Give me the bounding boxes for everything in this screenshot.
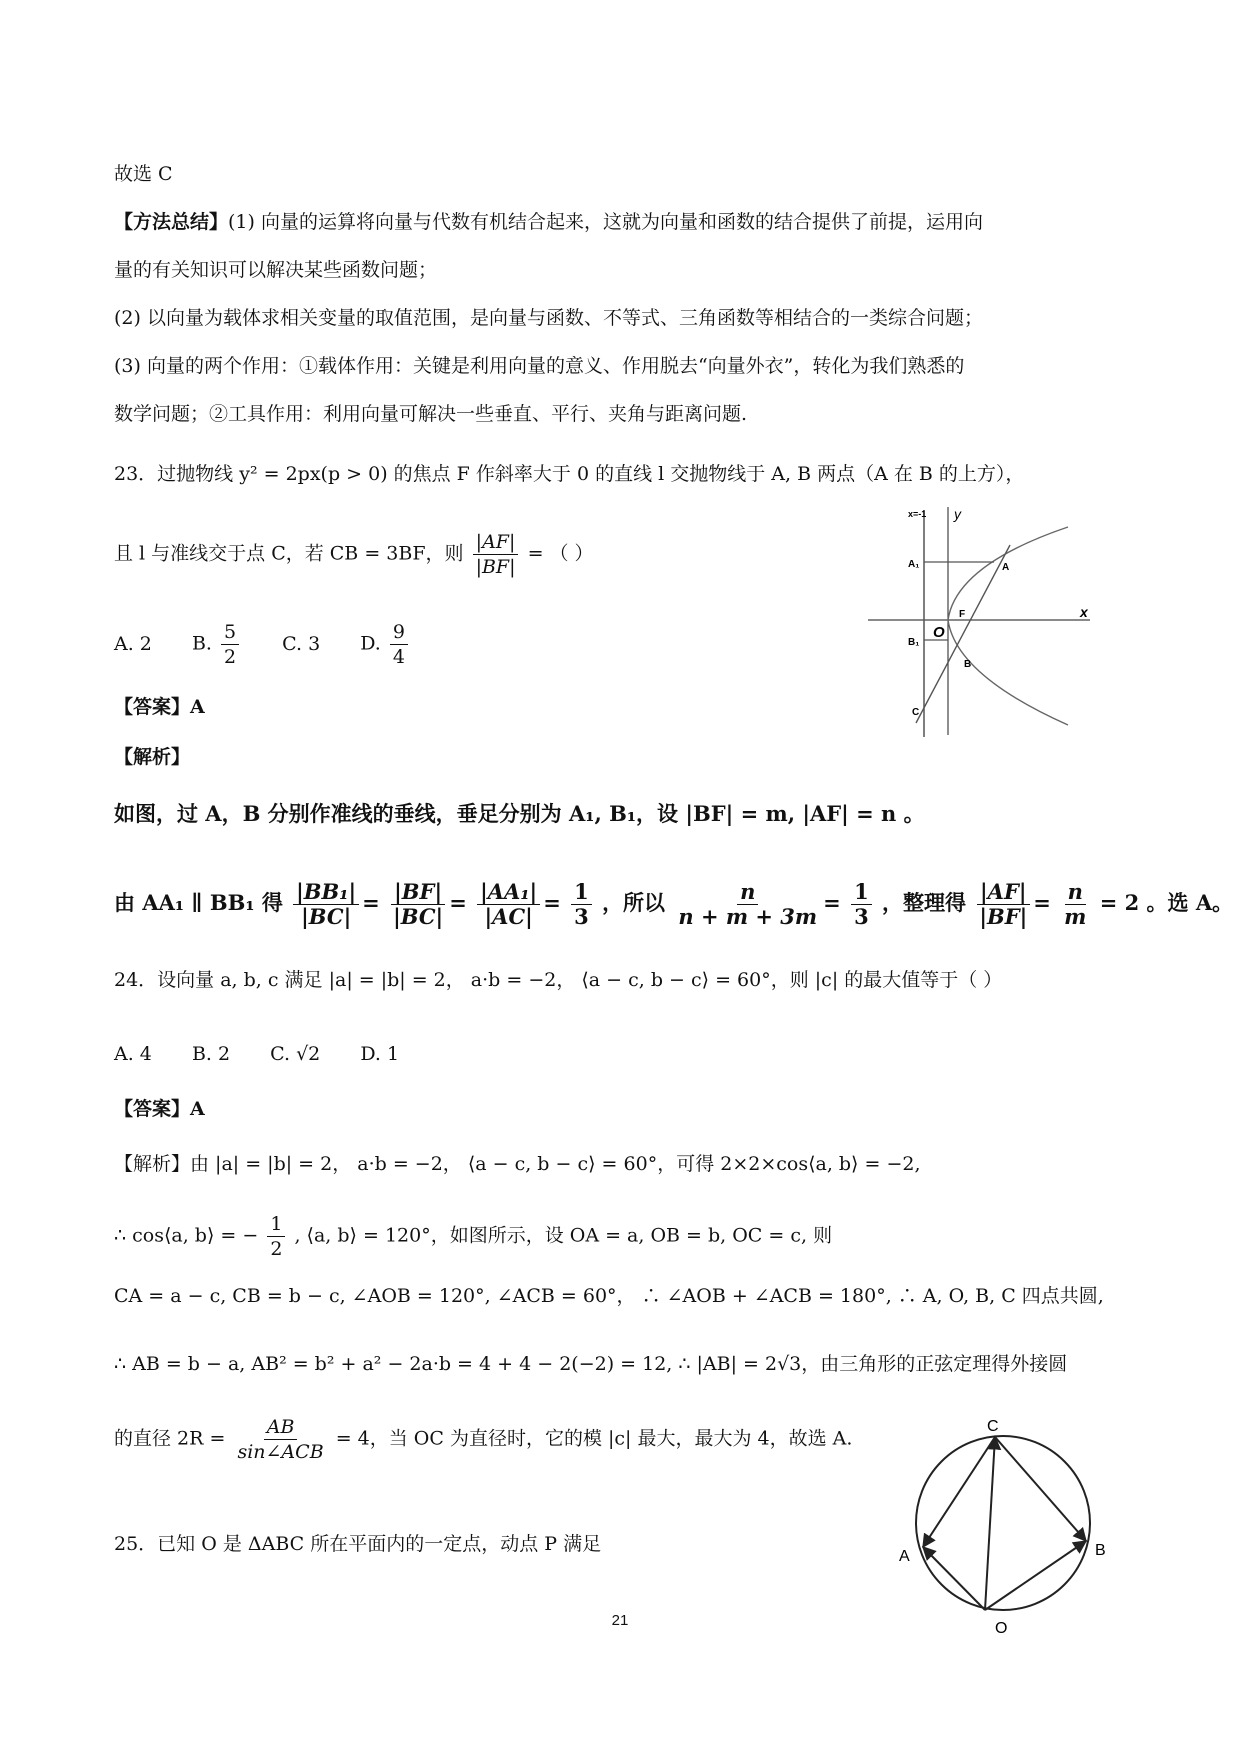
summary-paragraph-3a: (3) 向量的两个作用：①载体作用：关键是利用向量的意义、作用脱去“向量外衣”，转化为我们熟悉的 [114, 355, 965, 377]
q23-ratio-num: |AF| [473, 530, 519, 555]
q23-sol-frac-3 [477, 880, 540, 929]
q24-answer: 【答案】A [114, 1098, 205, 1120]
q23-option-d-den: 4 [392, 646, 405, 668]
q23-parabola-figure [868, 505, 1098, 740]
q23-sol-frac-5-den: n + m + 3m [678, 904, 818, 929]
q23-option-d [360, 620, 411, 669]
q24-options [114, 1040, 433, 1068]
q23-option-c: C. 3 [282, 632, 321, 655]
q23-sol-frac-7-den: |BF| [979, 904, 1028, 929]
q24-solution-line-5 [114, 1415, 852, 1464]
vector-cb [995, 1437, 1086, 1541]
circumcircle [916, 1436, 1090, 1610]
q23-sol-frac-3-num: |AA₁| [477, 880, 540, 905]
summary-paragraph-1a [114, 208, 983, 236]
focal-line [916, 545, 1010, 723]
vector-oc [985, 1437, 995, 1610]
fig23-label-x: x [1080, 604, 1088, 620]
q23-sol-frac-8 [1061, 880, 1089, 929]
q23-sol-frac-6-num: 1 [851, 880, 872, 905]
q23-sol-frac-7 [976, 880, 1030, 929]
q23-ratio-den: |BF| [475, 556, 516, 578]
q23-stem-line-2 [114, 530, 594, 579]
q23-sol-frac-1-den: |BC| [301, 904, 352, 929]
q23-stem-2b: = （ ） [527, 542, 594, 565]
vector-ob [985, 1541, 1086, 1610]
q23-sol-frac-2 [390, 880, 446, 929]
q24-option-c: C. √2 [270, 1043, 321, 1065]
fig24-label-b: B [1095, 1542, 1106, 1559]
q24-s2b: , ⟨a, b⟩ = 120°，如图所示，设 OA = a, OB = b, OC = c, 则 [294, 1224, 833, 1247]
q23-sol-frac-7-num: |AF| [977, 880, 1029, 905]
q24-s2-fraction [267, 1212, 285, 1261]
q23-sol-frac-4-num: 1 [571, 880, 592, 905]
fig23-label-xeq: x=-1 [908, 509, 927, 519]
q23-stem-2a: 且 l 与准线交于点 C，若 CB = 3BF，则 [114, 542, 464, 565]
q24-s2-num: 1 [267, 1212, 285, 1237]
q24-solution-line-2 [114, 1212, 832, 1261]
q23-sol-frac-5 [675, 880, 820, 929]
q23-sol2-c: ，整理得 [882, 890, 966, 915]
q23-sol-frac-3-den: |AC| [484, 904, 533, 929]
parabola-curve [948, 527, 1068, 725]
q23-sol-frac-8-den: m [1064, 904, 1087, 929]
q23-option-d-num: 9 [390, 620, 408, 645]
q23-sol-frac-2-num: |BF| [391, 880, 445, 905]
q23-sol-frac-2-den: |BC| [393, 904, 444, 929]
q23-sol2-b: ，所以 [602, 890, 666, 915]
q23-option-d-fraction [390, 620, 408, 669]
q23-option-b-den: 2 [224, 646, 237, 668]
q23-sol2-a: 由 AA₁ ∥ BB₁ 得 [114, 890, 283, 915]
q24-option-d: D. 1 [360, 1043, 400, 1065]
fig23-label-o: O [933, 624, 945, 641]
q23-solution-line-2: 由 AA₁ ∥ BB₁ 得 $\frac{\text{|BB₁|}}{|BC|}$ = $\frac{|BF|}{|BC|}$ = $\frac{\text{|AA₁|}}{|AC|}$ = $\frac{1}{3}$ ，所以 $\frac{n}{n + m + 3m}$ = $\frac{1}{3}$ ，整理得 $\frac{|AF|}{|BF|}$ = $\frac{n}{m}$ = 2 。选 A。 [114, 879, 1234, 929]
vector-ca [923, 1437, 995, 1547]
fig23-label-b: B [964, 659, 972, 670]
q24-s5b: = 4，当 OC 为直径时，它的模 |c| 最大，最大为 4，故选 A. [335, 1427, 853, 1450]
q24-option-b: B. 2 [191, 1043, 231, 1065]
vector-oa [923, 1547, 985, 1610]
q23-options [114, 620, 445, 669]
fig23-label-f: F [959, 609, 966, 620]
q23-sol2-d: = 2 。选 A。 [1099, 890, 1234, 915]
q24-s5a: 的直径 2R = [114, 1427, 226, 1450]
fig24-label-a: A [899, 1548, 910, 1565]
conclusion-line: 故选 C [114, 163, 173, 185]
q24-solution-line-1: 【解析】由 |a| = |b| = 2， a·b = −2， ⟨a − c, b − c⟩ = 60°，可得 2×2×cos⟨a, b⟩ = −2, [114, 1153, 921, 1175]
q23-answer: 【答案】A [114, 696, 205, 718]
q24-solution-line-3: CA = a − c, CB = b − c, ∠AOB = 120°, ∠ACB = 60°， ∴ ∠AOB + ∠ACB = 180°, ∴ A, O, B, C 四点共圆, [114, 1285, 1104, 1307]
summary-text-1a: (1) 向量的运算将向量与代数有机结合起来，这就为向量和函数的结合提供了前提，运用向 [228, 211, 983, 233]
fig23-label-c: C [912, 707, 920, 718]
q23-sol-frac-5-num: n [737, 880, 758, 905]
q23-sol-frac-6 [851, 880, 872, 929]
q24-option-a: A. 4 [114, 1043, 152, 1065]
q24-s2-den: 2 [270, 1238, 283, 1260]
q24-circle-figure [895, 1415, 1115, 1635]
q23-sol-frac-4-den: 3 [574, 904, 589, 929]
q23-option-b-num: 5 [221, 620, 239, 645]
summary-tag: 【方法总结】 [114, 211, 229, 233]
fig23-label-a1: A₁ [908, 559, 920, 570]
summary-paragraph-2: (2) 以向量为载体求相关变量的取值范围，是向量与函数、不等式、三角函数等相结合的一类综合问题； [114, 307, 983, 329]
page-number: 21 [611, 1612, 629, 1629]
summary-paragraph-3b: 数学问题；②工具作用：利用向量可解决一些垂直、平行、夹角与距离问题. [114, 403, 748, 425]
q23-solution-line-1: 如图，过 A，B 分别作准线的垂线，垂足分别为 A₁, B₁，设 |BF| = m, |AF| = n 。 [114, 801, 925, 826]
fig24-label-c: C [987, 1418, 999, 1435]
q23-ratio-fraction [473, 530, 519, 579]
q23-option-a: A. 2 [114, 632, 152, 655]
q23-sol-frac-8-num: n [1065, 880, 1086, 905]
fig23-label-b1: B₁ [908, 637, 920, 648]
q23-sol-frac-6-den: 3 [854, 904, 869, 929]
fig24-label-o: O [995, 1620, 1008, 1635]
q25-stem: 25．已知 O 是 ΔABC 所在平面内的一定点，动点 P 满足 [114, 1533, 602, 1555]
q23-option-b [192, 620, 242, 669]
q24-s5-fraction [234, 1415, 326, 1464]
q24-stem: 24．设向量 a, b, c 满足 |a| = |b| = 2， a·b = −2， ⟨a − c, b − c⟩ = 60°，则 |c| 的最大值等于（ ） [114, 969, 1003, 991]
q23-sol-frac-4 [571, 880, 592, 929]
q24-solution-line-4: ∴ AB = b − a, AB² = b² + a² − 2a·b = 4 + 4 − 2(−2) = 12, ∴ |AB| = 2√3，由三角形的正弦定理得外接圆 [114, 1353, 1068, 1375]
q24-s5-den: sin∠ACB [237, 1441, 324, 1463]
q24-s5-num: AB [264, 1415, 298, 1440]
q23-option-b-fraction [221, 620, 239, 669]
fig23-label-a: A [1002, 562, 1010, 573]
q23-sol-frac-1-num: |BB₁| [293, 880, 359, 905]
q23-sol-frac-1 [293, 880, 359, 929]
q24-s2a: ∴ cos⟨a, b⟩ = − [114, 1224, 259, 1247]
fig23-label-y: y [954, 506, 961, 522]
q23-option-b-label: B. [191, 632, 212, 655]
q23-option-d-label: D. [360, 632, 381, 655]
summary-paragraph-1b: 量的有关知识可以解决某些函数问题； [114, 259, 438, 281]
q23-analysis-tag: 【解析】 [114, 746, 191, 768]
q23-stem-line-1: 23．过抛物线 y² = 2px(p > 0) 的焦点 F 作斜率大于 0 的直线 l 交抛物线于 A, B 两点（A 在 B 的上方）， [114, 463, 1025, 485]
